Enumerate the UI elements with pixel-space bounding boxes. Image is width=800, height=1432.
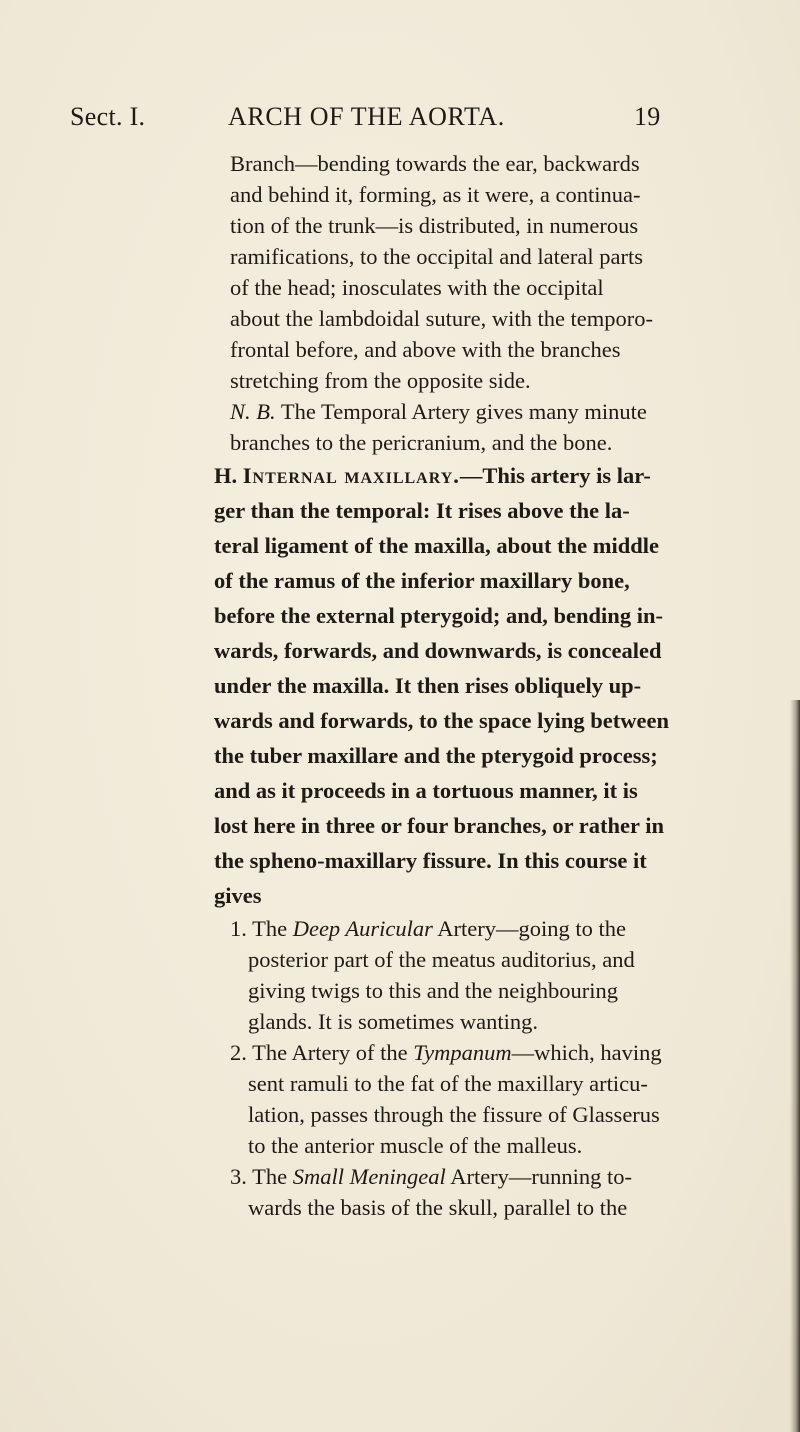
text-line: wards the basis of the skull, parallel to the: [248, 1195, 628, 1220]
text-line: glands. It is sometimes wanting.: [248, 1009, 538, 1034]
text-span: 3. The: [230, 1164, 293, 1189]
text-line: of the head; inosculates with the occipital: [230, 275, 604, 300]
text-span: 2. The Artery of the: [230, 1040, 414, 1065]
artery-name: Tympanum: [413, 1040, 512, 1065]
text-line: posterior part of the meatus auditorius, and: [248, 947, 635, 972]
text-line: wards and forwards, to the space lying between: [214, 708, 669, 733]
text-span: 1. The: [230, 916, 293, 941]
page-number: 19: [634, 102, 661, 131]
text-line: ger than the temporal: It rises above the la-: [214, 498, 630, 523]
text-line: lation, passes through the fissure of Glasserus: [248, 1102, 660, 1127]
text-line: gives: [214, 883, 262, 908]
section-heading-line: [214, 460, 651, 492]
text-line: the spheno-maxillary fissure. In this course it: [214, 848, 647, 873]
text-line-nb: [230, 396, 647, 428]
text-line: stretching from the opposite side.: [230, 368, 531, 393]
running-header: [0, 102, 800, 142]
text-span: —which, having: [511, 1040, 662, 1065]
list-item-3: [230, 1161, 632, 1193]
text-line: lost here in three or four branches, or rather in: [214, 813, 664, 838]
text-line: giving twigs to this and the neighbouring: [248, 978, 618, 1003]
text-line: ramifications, to the occipital and lateral parts: [230, 244, 643, 269]
text-line: branches to the pericranium, and the bone.: [230, 430, 613, 455]
text-line: about the lambdoidal suture, with the temporo-: [230, 306, 654, 331]
artery-name: Deep Auricular: [292, 916, 433, 941]
page-edge-shadow: [790, 700, 800, 1432]
text-line: before the external pterygoid; and, bending in-: [214, 603, 663, 628]
page-title: ARCH OF THE AORTA.: [228, 102, 505, 131]
text-span: —This artery is lar-: [459, 463, 651, 488]
text-line: of the ramus of the inferior maxillary bone,: [214, 568, 630, 593]
text-line: and as it proceeds in a tortuous manner, it is: [214, 778, 638, 803]
text-span: Artery—going to the: [432, 916, 626, 941]
text-line: the tuber maxillare and the pterygoid process;: [214, 743, 658, 768]
text-line: sent ramuli to the fat of the maxillary articu-: [248, 1071, 648, 1096]
text-span: The Temporal Artery gives many minute: [275, 399, 647, 424]
text-line: Branch—bending towards the ear, backwards: [230, 151, 640, 176]
section-label: Sect. I.: [70, 102, 146, 131]
text-line: wards, forwards, and downwards, is concealed: [214, 638, 662, 663]
text-span: Artery—running to-: [445, 1164, 633, 1189]
section-heading: Internal maxillary.: [242, 463, 460, 488]
text-line: to the anterior muscle of the malleus.: [248, 1133, 583, 1158]
list-item-2: [230, 1037, 662, 1069]
text-line: tion of the trunk—is distributed, in numerous: [230, 213, 639, 238]
text-line: under the maxilla. It then rises obliquely up-: [214, 673, 642, 698]
nota-bene: N. B.: [230, 399, 276, 424]
artery-name: Small Meningeal: [292, 1164, 446, 1189]
section-letter: H.: [214, 463, 243, 488]
text-line: teral ligament of the maxilla, about the middle: [214, 533, 659, 558]
list-item-1: [230, 913, 626, 945]
text-line: frontal before, and above with the branches: [230, 337, 621, 362]
text-line: and behind it, forming, as it were, a continua-: [230, 182, 641, 207]
